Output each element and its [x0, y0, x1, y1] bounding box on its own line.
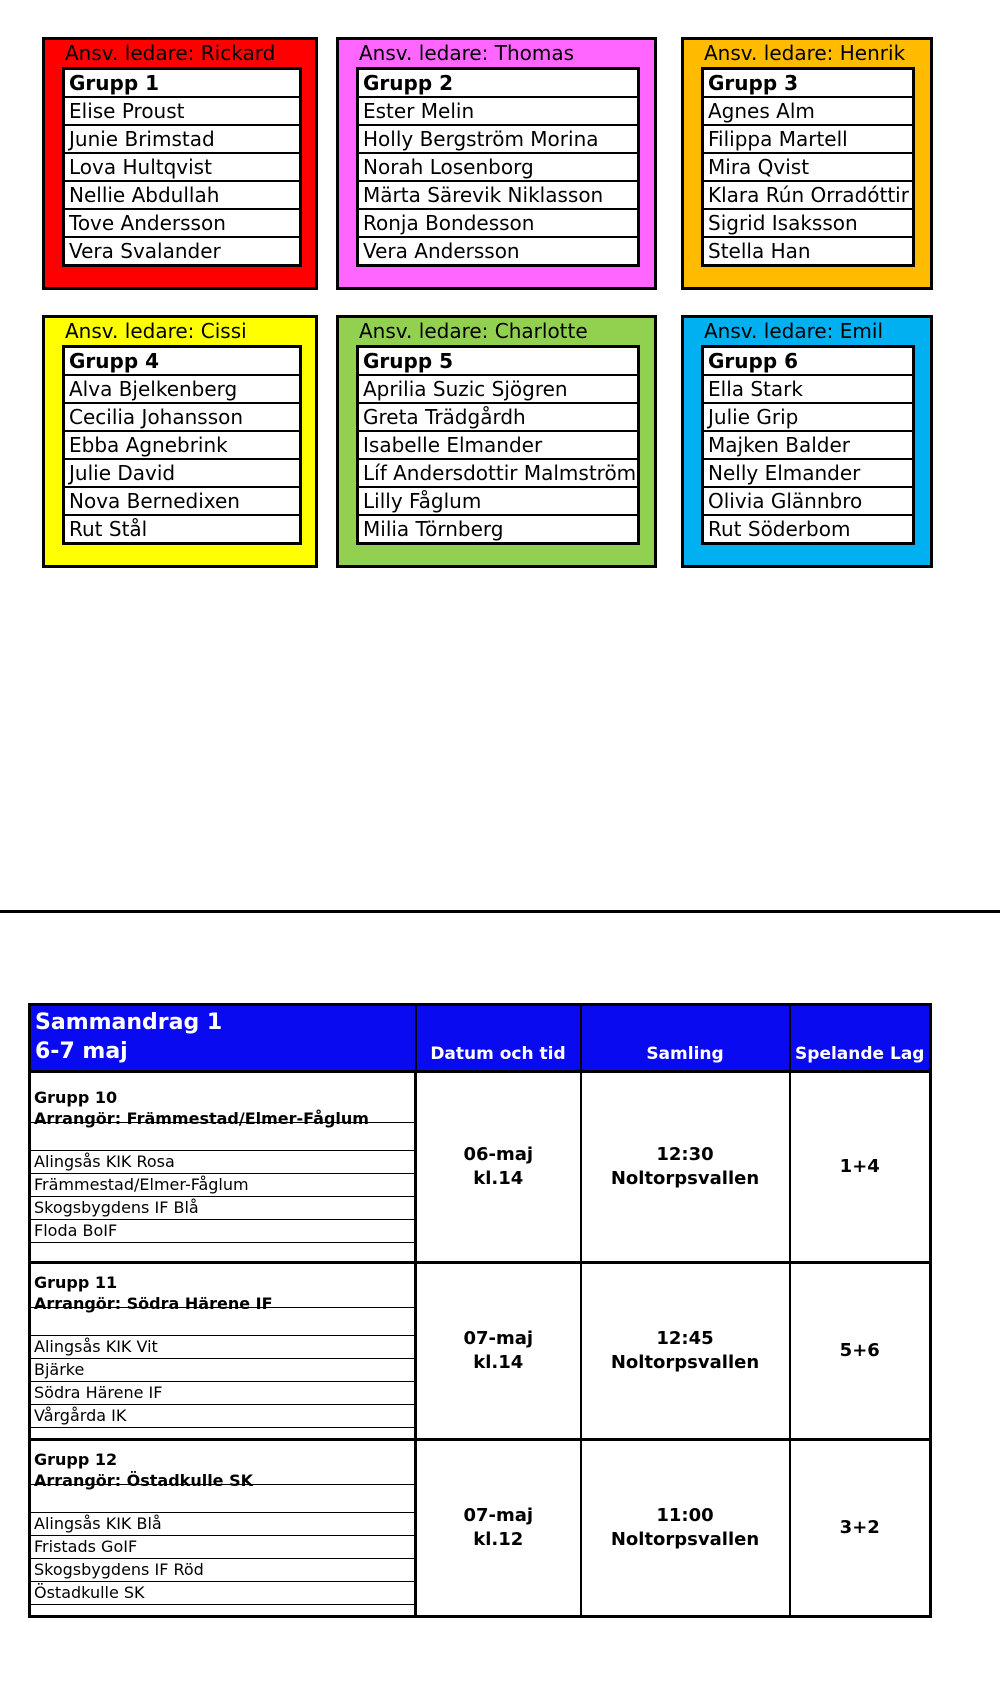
- match-group-cell: [30, 1263, 416, 1440]
- col-header-datetime: Datum och tid: [416, 1005, 581, 1072]
- member-name: Vera Andersson: [363, 239, 520, 263]
- group-roster: [356, 345, 640, 545]
- schedule-title: [30, 1005, 416, 1072]
- schedule-row: [30, 1072, 931, 1263]
- team-name: Floda BoIF: [31, 1220, 414, 1243]
- match-datetime: [416, 1072, 581, 1263]
- member-name: Norah Losenborg: [358, 153, 639, 181]
- member-name: Mira Qvist: [703, 153, 914, 181]
- match-gathering: [581, 1440, 790, 1617]
- match-group-cell: [30, 1440, 416, 1617]
- group-title: Grupp 2: [358, 69, 639, 98]
- member-name: Cecilia Johansson: [64, 403, 301, 431]
- match-datetime: [416, 1440, 581, 1617]
- match-datetime: [416, 1263, 581, 1440]
- member-name: Stella Han: [708, 239, 811, 263]
- member-name: Majken Balder: [703, 431, 914, 459]
- schedule-row: [30, 1440, 931, 1617]
- match-group-name: Grupp 12: [34, 1450, 118, 1469]
- group-box-2: [336, 37, 657, 290]
- member-name: Greta Trädgårdh: [358, 403, 639, 431]
- member-name: Lilly Fåglum: [358, 487, 639, 515]
- match-organizer: Arrangör: Främmestad/Elmer-Fåglum: [34, 1109, 369, 1128]
- match-playing-teams: 3+2: [790, 1440, 931, 1617]
- member-name: Agnes Alm: [703, 97, 914, 125]
- member-name: Ronja Bondesson: [358, 209, 639, 237]
- group-title: Grupp 5: [358, 347, 639, 376]
- member-name: Líf Andersdottir Malmström: [358, 459, 639, 487]
- team-name: Alingsås KIK Rosa: [31, 1151, 414, 1174]
- member-name: Tove Andersson: [64, 209, 301, 237]
- col-header-teams: Spelande Lag: [790, 1005, 931, 1072]
- member-name: Rut Söderbom: [708, 517, 851, 541]
- group-box-1: [42, 37, 318, 290]
- match-time: kl.14: [473, 1352, 524, 1373]
- schedule-header-row: [30, 1005, 931, 1072]
- team-name: Vårgårda IK: [31, 1405, 414, 1428]
- member-name: Nova Bernedixen: [64, 487, 301, 515]
- group-leader: Ansv. ledare: Rickard: [65, 41, 276, 65]
- member-name: Alva Bjelkenberg: [64, 375, 301, 403]
- member-name: Julie David: [64, 459, 301, 487]
- member-name: Vera Svalander: [69, 239, 221, 263]
- team-name: Främmestad/Elmer-Fåglum: [31, 1174, 414, 1197]
- group-title: Grupp 4: [64, 347, 301, 376]
- member-name: Sigrid Isaksson: [703, 209, 914, 237]
- match-playing-teams: 5+6: [790, 1263, 931, 1440]
- match-group-cell: [30, 1072, 416, 1263]
- group-box-4: [42, 315, 318, 568]
- match-group-heading: [31, 1264, 414, 1313]
- member-name: Lova Hultqvist: [64, 153, 301, 181]
- team-name: Alingsås KIK Vit: [31, 1336, 414, 1359]
- member-name: Julie Grip: [703, 403, 914, 431]
- member-name: Junie Brimstad: [64, 125, 301, 153]
- group-box-6: [681, 315, 933, 568]
- match-group-name: Grupp 10: [34, 1088, 118, 1107]
- gather-time: 12:45: [656, 1328, 714, 1349]
- match-gathering: [581, 1072, 790, 1263]
- member-name: Holly Bergström Morina: [358, 125, 639, 153]
- member-name: Aprilia Suzic Sjögren: [358, 375, 639, 403]
- group-leader: Ansv. ledare: Thomas: [359, 41, 575, 65]
- member-name: Isabelle Elmander: [358, 431, 639, 459]
- col-header-gathering: Samling: [581, 1005, 790, 1072]
- schedule-row: [30, 1263, 931, 1440]
- match-organizer: Arrangör: Södra Härene IF: [34, 1294, 273, 1313]
- gather-place: Noltorpsvallen: [610, 1529, 760, 1550]
- group-roster: [356, 67, 640, 267]
- member-name: Ella Stark: [703, 375, 914, 403]
- group-title: Grupp 3: [703, 69, 914, 98]
- member-name: Nelly Elmander: [703, 459, 914, 487]
- team-name: Skogsbygdens IF Röd: [31, 1559, 414, 1582]
- member-name: Ebba Agnebrink: [64, 431, 301, 459]
- page-divider: [0, 910, 1000, 913]
- group-roster: [701, 67, 915, 267]
- group-roster: [62, 345, 302, 545]
- group-leader: Ansv. ledare: Henrik: [704, 41, 906, 65]
- group-title: Grupp 6: [703, 347, 914, 376]
- group-roster: [701, 345, 915, 545]
- match-date: 07-maj: [463, 1505, 534, 1526]
- schedule-table: [28, 1003, 932, 1618]
- member-name: Ester Melin: [358, 97, 639, 125]
- group-leader: Ansv. ledare: Emil: [704, 319, 884, 343]
- team-name: Fristads GoIF: [31, 1536, 414, 1559]
- member-name: Nellie Abdullah: [64, 181, 301, 209]
- gather-place: Noltorpsvallen: [610, 1168, 760, 1189]
- group-leader: Ansv. ledare: Cissi: [65, 319, 247, 343]
- match-time: kl.14: [473, 1168, 524, 1189]
- team-name: Skogsbygdens IF Blå: [31, 1197, 414, 1220]
- match-organizer: Arrangör: Östadkulle SK: [34, 1471, 254, 1490]
- member-name: Milia Törnberg: [363, 517, 504, 541]
- group-leader: Ansv. ledare: Charlotte: [359, 319, 588, 343]
- match-gathering: [581, 1263, 790, 1440]
- member-name: Klara Rún Orradóttir: [703, 181, 914, 209]
- group-box-5: [336, 315, 657, 568]
- schedule-title-line2: 6-7 maj: [35, 1039, 128, 1064]
- gather-place: Noltorpsvallen: [610, 1352, 760, 1373]
- member-name: Elise Proust: [64, 97, 301, 125]
- group-box-3: [681, 37, 933, 290]
- gather-time: 11:00: [656, 1505, 714, 1526]
- schedule-title-line1: Sammandrag 1: [35, 1010, 223, 1035]
- group-title: Grupp 1: [64, 69, 301, 98]
- match-date: 07-maj: [463, 1328, 534, 1349]
- team-name: Södra Härene IF: [31, 1382, 414, 1405]
- match-playing-teams: 1+4: [790, 1072, 931, 1263]
- member-name: Olivia Glännbro: [703, 487, 914, 515]
- member-name: Märta Särevik Niklasson: [358, 181, 639, 209]
- gather-time: 12:30: [656, 1144, 714, 1165]
- match-group-heading: [31, 1441, 414, 1490]
- match-group-heading: [31, 1073, 414, 1128]
- team-name: Alingsås KIK Blå: [31, 1513, 414, 1536]
- group-roster: [62, 67, 302, 267]
- match-time: kl.12: [473, 1529, 524, 1550]
- member-name: Rut Stål: [69, 517, 148, 541]
- team-name: Östadkulle SK: [31, 1582, 414, 1605]
- match-group-name: Grupp 11: [34, 1273, 118, 1292]
- match-date: 06-maj: [463, 1144, 534, 1165]
- member-name: Filippa Martell: [703, 125, 914, 153]
- team-name: Bjärke: [31, 1359, 414, 1382]
